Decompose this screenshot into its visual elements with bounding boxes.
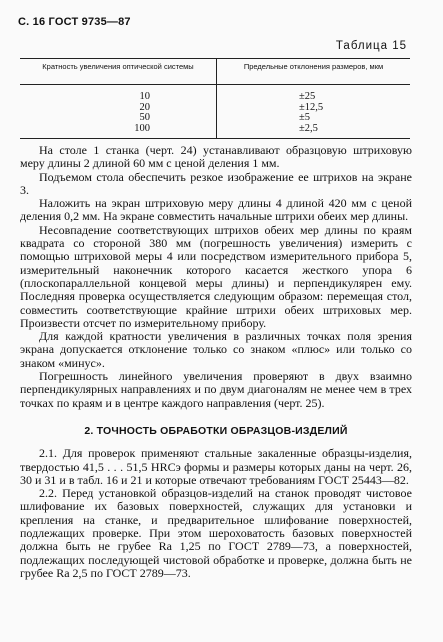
table-cell-magnification: 10 bbox=[139, 91, 150, 102]
table-caption: Таблица 15 bbox=[335, 40, 407, 52]
table-header-rule bbox=[20, 84, 410, 85]
paragraph: 2.2. Перед установкой образцов-изделий на станок проводят чистовое шлифование их базовых поверхностей, служащих для установки и крепления на станке, и предварительное шлифование поверхностей, подлежащих проверке. При этом шероховатость базовых поверхностей должна быть не грубее Ra 1,25 по ГОСТ 2789—73, а поверхностей, подлежащих последующей чистовой обработке и проверке, должна быть не грубее Ra 2,5 по ГОСТ 2789—73. bbox=[20, 486, 412, 580]
magnification-column bbox=[114, 92, 150, 134]
paragraph: 2.1. Для проверок применяют стальные закаленные образцы-изделия, твердостью 41,5 . . . 51,5 HRCэ формы и размеры которых даны на черт. 26, 30 и 31 и в табл. 16 и 21 и которые отвечают требованиям ГОСТ 25443—82. bbox=[20, 446, 412, 487]
table-top-rule bbox=[20, 58, 410, 59]
paragraph: Погрешность линейного увеличения проверяют в двух взаимно перпендикулярных направлениях и по двум диагоналям не менее чем в трех точках по краям и в центре каждого направления (черт. 25). bbox=[20, 369, 412, 410]
table-cell-deviation: ±5 bbox=[299, 112, 311, 123]
table-cell-deviation: ±25 bbox=[299, 91, 316, 102]
table-cell-deviation: ±12,5 bbox=[299, 101, 324, 113]
table-cell-magnification: 20 bbox=[139, 101, 150, 113]
paragraph: Несовпадение соответствующих штрихов обеих мер длины по краям квадрата со стороной 380 мм (погрешность увеличения) измерить с помощью штриховой меры 4 или посредством измерительного прибора 5, измерительный наконечник которого касается жесткого упора 6 (плоскопараллельной концевой меры длины) и перпендикулярен ему. Последняя проверка осуществляется следующим образом: перемещая стол, совместить соответствующие крайние штрихи обеих штриховых мер. Произвести отсчет по измерительному прибору. bbox=[20, 222, 412, 330]
paragraph: Для каждой кратности увеличения в различных точках поля зрения экрана допускается отклонение только со знаком «плюс» или только со знаком «минус». bbox=[20, 329, 412, 370]
table-bottom-rule bbox=[20, 138, 410, 139]
section-title: 2. ТОЧНОСТЬ ОБРАБОТКИ ОБРАЗЦОВ-ИЗДЕЛИЙ bbox=[84, 424, 348, 437]
paragraph: На столе 1 станка (черт. 24) устанавливают образцовую штриховую меру длины 2 длиной 60 мм с ценой деления 1 мм. bbox=[20, 143, 412, 171]
table-cell-deviation: ±2,5 bbox=[299, 122, 318, 134]
table-cell-magnification: 100 bbox=[134, 122, 150, 134]
paragraph: Наложить на экран штриховую меру длины 4 длиной 420 мм с ценой деления 0,2 мм. На экране совместить начальные штрихи обеих мер длины. bbox=[20, 196, 412, 224]
table-header-deviation: Предельные отклонения размеров, мкм bbox=[243, 62, 384, 71]
tolerance-table bbox=[20, 58, 410, 136]
page-header: С. 16 ГОСТ 9735—87 bbox=[18, 16, 131, 28]
deviation-column bbox=[299, 92, 359, 134]
table-header-magnification: Кратность увеличения оптической системы bbox=[42, 62, 194, 71]
paragraph: Подъемом стола обеспечить резкое изображение ее штрихов на экране 3. bbox=[20, 169, 412, 197]
table-cell-magnification: 50 bbox=[139, 112, 150, 123]
body-text bbox=[20, 144, 412, 580]
